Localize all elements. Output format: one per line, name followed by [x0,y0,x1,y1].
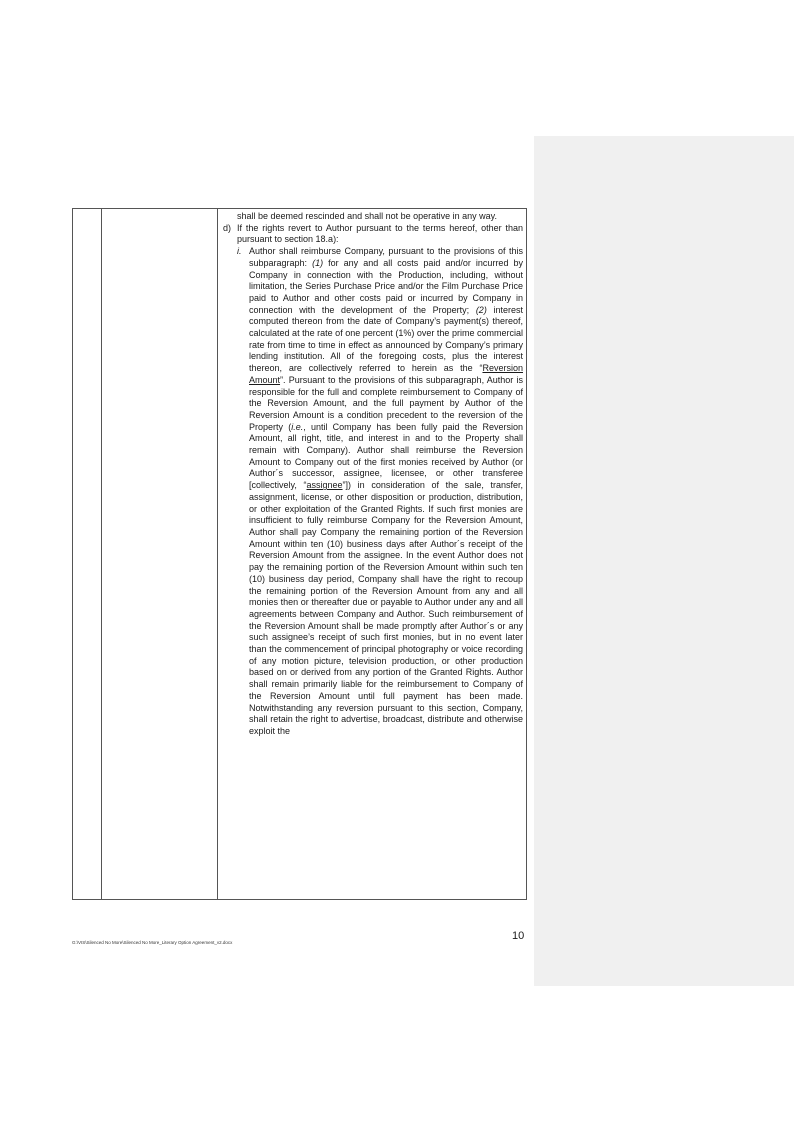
text-segment: Author shall reimburse Company, pursuant to the provisions of this subparagraph: [249,246,523,268]
text-segment: interest computed thereon from the date of Company’s payment(s) thereof, calculated at the rate of one percent (1%) over the prime commercial rate from time to time in effect as announced by Company’s primary lending institution. All of the foregoing costs, plus the interest thereon, are collectively referred to herein as the “ [249,304,523,374]
clause-d-i-marker: i. [237,246,242,257]
clause-d-i-text [249,246,523,738]
clause-d-marker: d) [223,222,232,233]
defined-term-assignee: assignee [306,480,343,491]
clause-cell [223,211,523,738]
page-number: 10 [512,930,525,942]
column-divider-2 [217,209,218,899]
file-path-footer: G:\VIS\Silenced No More\Silenced No More_Literary Option Agreement_v2.docx [72,940,233,945]
comments-pane [534,136,794,986]
text-segment: for any and all costs paid and/or incurred by Company in connection with the Production, including, without limitation, the Series Purchase Price and/or the Film Purchase Price paid to Author and other costs paid or incurred by Company in connection with the development of the Property; [249,257,523,315]
continuation-paragraph: shall be deemed rescinded and shall not be operative in any way. [237,211,497,221]
reference-1: (1) [312,257,324,268]
clause-d [223,223,523,246]
column-divider-1 [101,209,102,899]
text-segment: , until Company has been fully paid the Reversion Amount, all right, title, and interest in and to the Property shall remain with Company). Author shall reimburse the Reversion Amount to Company out of the first monies received by Author (or Author´s successor, assignee, licensee, or other transferee [collectively, “ [249,421,523,491]
text-segment: ”. Pursuant to the provisions of this subparagraph, Author is responsible for the full and complete reimbursement to Company of the Reversion Amount, and the full payment by Author of the Reversion Amount is a condition precedent to the reversion of the Property ( [249,374,523,432]
text-segment: ”]) in consideration of the sale, transfer, assignment, license, or other disposition or production, distribution, or other exploitation of the Granted Rights. If such first monies are insufficient to fully reimburse Company for the Reversion Amount, Author shall pay Company the remaining portion of the Reversion Amount within ten (10) business days after Author´s receipt of the Reversion Amount from the assignee. In the event Author does not pay the remaining portion of the Reversion Amount within such ten (10) business day period, Company shall have the right to recoup the remaining portion of the Reversion Amount from any and all monies then or thereafter due or payable to Author under any and all agreements between Company and Author. Such reimbursement of the Reversion Amount shall be made promptly after Author´s or any such assignee’s receipt of such first monies, but in no event later than the commencement of principal photography or voice recording of any motion picture, television production, or other production based on or derived from any portion of the Granted Rights. Author shall remain primarily liable for the reimbursement to Company of the Reversion Amount until full payment has been made. Notwithstanding any reversion pursuant to this section, Company, shall retain the right to advertise, broadcast, distribute and otherwise exploit the [249,480,523,736]
contract-table [72,208,527,900]
clause-d-text: If the rights revert to Author pursuant to the terms hereof, other than pursuant to section 18.a): [237,222,523,245]
ie-abbreviation: i.e. [291,421,304,432]
reference-2: (2) [475,304,487,315]
defined-term-reversion-amount: Reversion Amount [249,363,523,385]
clause-d-i [223,246,523,738]
